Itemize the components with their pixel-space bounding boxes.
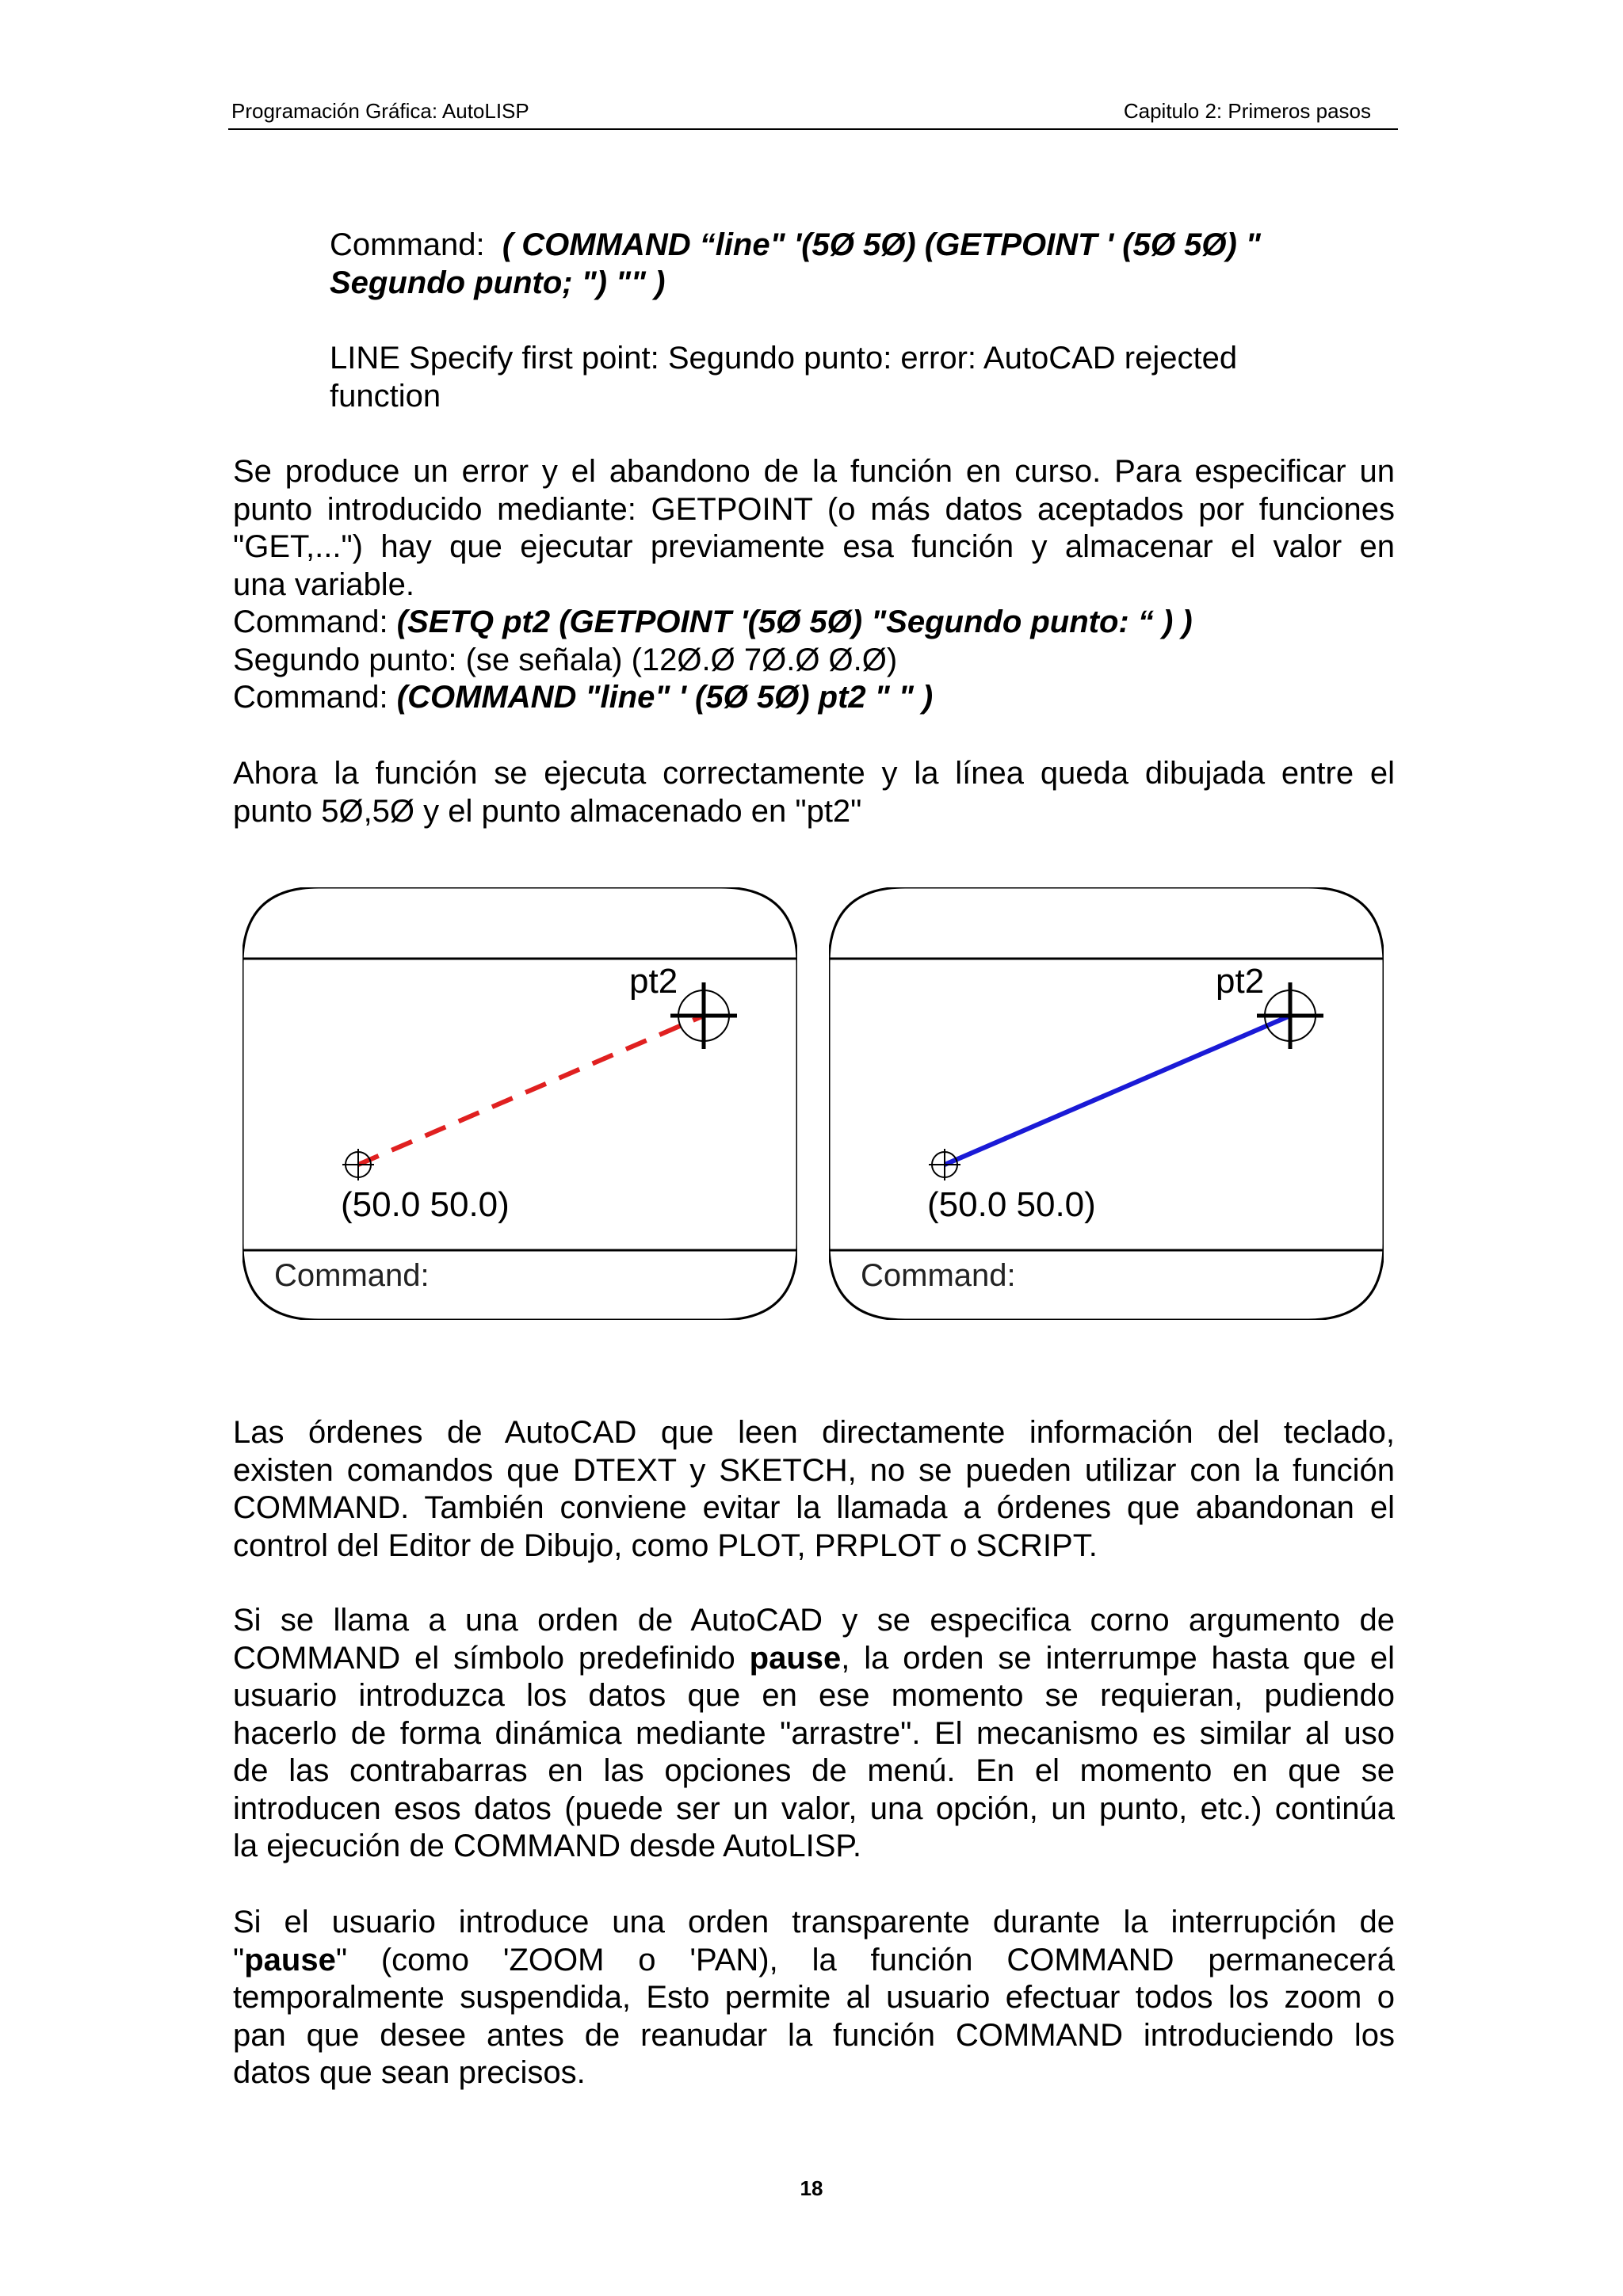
command-prompt-left: Command:: [274, 1258, 430, 1293]
drawn-line: [945, 1016, 1290, 1165]
screen-border: [242, 887, 797, 1320]
pause-keyword: pause: [749, 1640, 842, 1676]
setq-code: (SETQ pt2 (GETPOINT '(5Ø 5Ø) "Segundo punto: “ ) ): [396, 605, 1193, 639]
page-header: [228, 95, 1398, 130]
line-command-code: (COMMAND "line" ' (5Ø 5Ø) pt2 " " ): [396, 680, 934, 715]
para4-line-2: [233, 1640, 1395, 1678]
para1-line-6: Segundo punto: (se señala) (12Ø.Ø 7Ø.Ø Ø.Ø): [233, 642, 898, 677]
screen-frame-right: [829, 887, 1384, 1320]
para1-line-1: Se produce un error y el abandono de la función en curso. Para especificar un: [233, 454, 1395, 489]
paragraph-result: [233, 755, 1395, 830]
header-book-title: Programación Gráfica: AutoLISP: [231, 99, 529, 123]
para5-quote: ": [233, 1942, 245, 1978]
para4-line-4: hacerlo de forma dinámica mediante "arrastre". El mecanismo es similar al uso: [233, 1715, 1395, 1751]
para3-line-1: Las órdenes de AutoCAD que leen directamente información del teclado,: [233, 1415, 1395, 1450]
pt2-crosshair-icon: [670, 982, 737, 1049]
page-number: 18: [800, 2176, 823, 2200]
para5-line-2-end: " (como 'ZOOM o 'PAN), la función COMMAND permanecerá: [335, 1942, 1395, 1978]
command-output: [330, 340, 1395, 415]
coords-label-right: (50.0 50.0): [927, 1185, 1096, 1224]
para4-line-2-end: , la orden se interrumpe hasta que el: [841, 1640, 1395, 1676]
para4-line-3: usuario introduzca los datos que en ese momento se requieran, pudiendo: [233, 1678, 1395, 1713]
command-example-1: [330, 227, 1395, 302]
pause-keyword: pause: [244, 1942, 336, 1978]
command-label: Command:: [233, 680, 397, 715]
para5-line-1: Si el usuario introduce una orden transparente durante la interrupción de: [233, 1905, 1395, 1939]
command-label: Command:: [330, 227, 485, 262]
paragraph-pause-symbol: [233, 1602, 1395, 1866]
para1-line-3: "GET,...") hay que ejecutar previamente esa función y almacenar el valor en: [233, 529, 1395, 564]
para4-line-2-start: COMMAND el símbolo predefinido: [233, 1640, 750, 1676]
command-label: Command:: [233, 605, 397, 639]
command-code-line-1: ( COMMAND “line" '(5Ø 5Ø) (GETPOINT ' (5Ø 5Ø) ": [502, 227, 1261, 262]
para3-line-3: COMMAND. También conviene evitar la llamada a órdenes que abandonan el: [233, 1490, 1395, 1525]
para5-line-3: temporalmente suspendida, Esto permite al usuario efectuar todos los zoom o: [233, 1980, 1395, 2015]
para4-line-7: la ejecución de COMMAND desde AutoLISP.: [233, 1829, 862, 1863]
paragraph-keyboard-commands: [233, 1414, 1395, 1565]
para2-line-2: punto 5Ø,5Ø y el punto almacenado en "pt2": [233, 793, 862, 829]
para2-line-1: Ahora la función se ejecuta correctamente y la línea queda dibujada entre el: [233, 756, 1395, 791]
paragraph-transparent-commands: [233, 1904, 1395, 2092]
command-code-line-2: Segundo punto; ") "" ): [330, 265, 666, 300]
pt2-label-left: pt2: [629, 962, 678, 1001]
autocad-screen-before: [242, 887, 797, 1320]
para1-command-setq: [233, 604, 1395, 642]
output-line-1: LINE Specify first point: Segundo punto: error: AutoCAD rejected: [330, 341, 1238, 376]
autocad-screen-after: [829, 887, 1384, 1320]
command-prompt-right: Command:: [861, 1258, 1016, 1293]
para3-line-4: control del Editor de Dibujo, como PLOT, PRPLOT o SCRIPT.: [233, 1527, 1098, 1563]
pt2-crosshair-icon: [1257, 982, 1323, 1049]
pt2-label-right: pt2: [1216, 962, 1265, 1001]
start-point-crosshair-icon: [929, 1149, 960, 1180]
para4-line-1: Si se llama a una orden de AutoCAD y se especifica corno argumento de: [233, 1603, 1395, 1638]
para1-line-2: punto introducido mediante: GETPOINT (o más datos aceptados por funciones: [233, 491, 1395, 527]
screen-border: [829, 887, 1384, 1320]
rubberband-line: [358, 1016, 704, 1165]
start-point-crosshair-icon: [342, 1149, 374, 1180]
para5-line-2: [233, 1942, 1395, 1980]
coords-label-left: (50.0 50.0): [341, 1185, 510, 1224]
para4-line-6: introducen esos datos (puede ser un valor, una opción, un punto, etc.) continúa: [233, 1791, 1395, 1826]
header-chapter-title: Capitulo 2: Primeros pasos: [1123, 99, 1371, 123]
para3-line-2: existen comandos que DTEXT y SKETCH, no se pueden utilizar con la función: [233, 1452, 1395, 1488]
output-line-2: function: [330, 378, 441, 414]
para1-line-4: una variable.: [233, 566, 415, 602]
para4-line-5: de las contrabarras en las opciones de menú. En el momento en que se: [233, 1753, 1395, 1788]
para1-command-line: [233, 679, 1395, 717]
para5-line-5: datos que sean precisos.: [233, 2055, 586, 2090]
screen-frame-left: [242, 887, 797, 1320]
para5-line-4: pan que desee antes de reanudar la función COMMAND introduciendo los: [233, 2017, 1395, 2053]
paragraph-error-explanation: [233, 453, 1395, 717]
